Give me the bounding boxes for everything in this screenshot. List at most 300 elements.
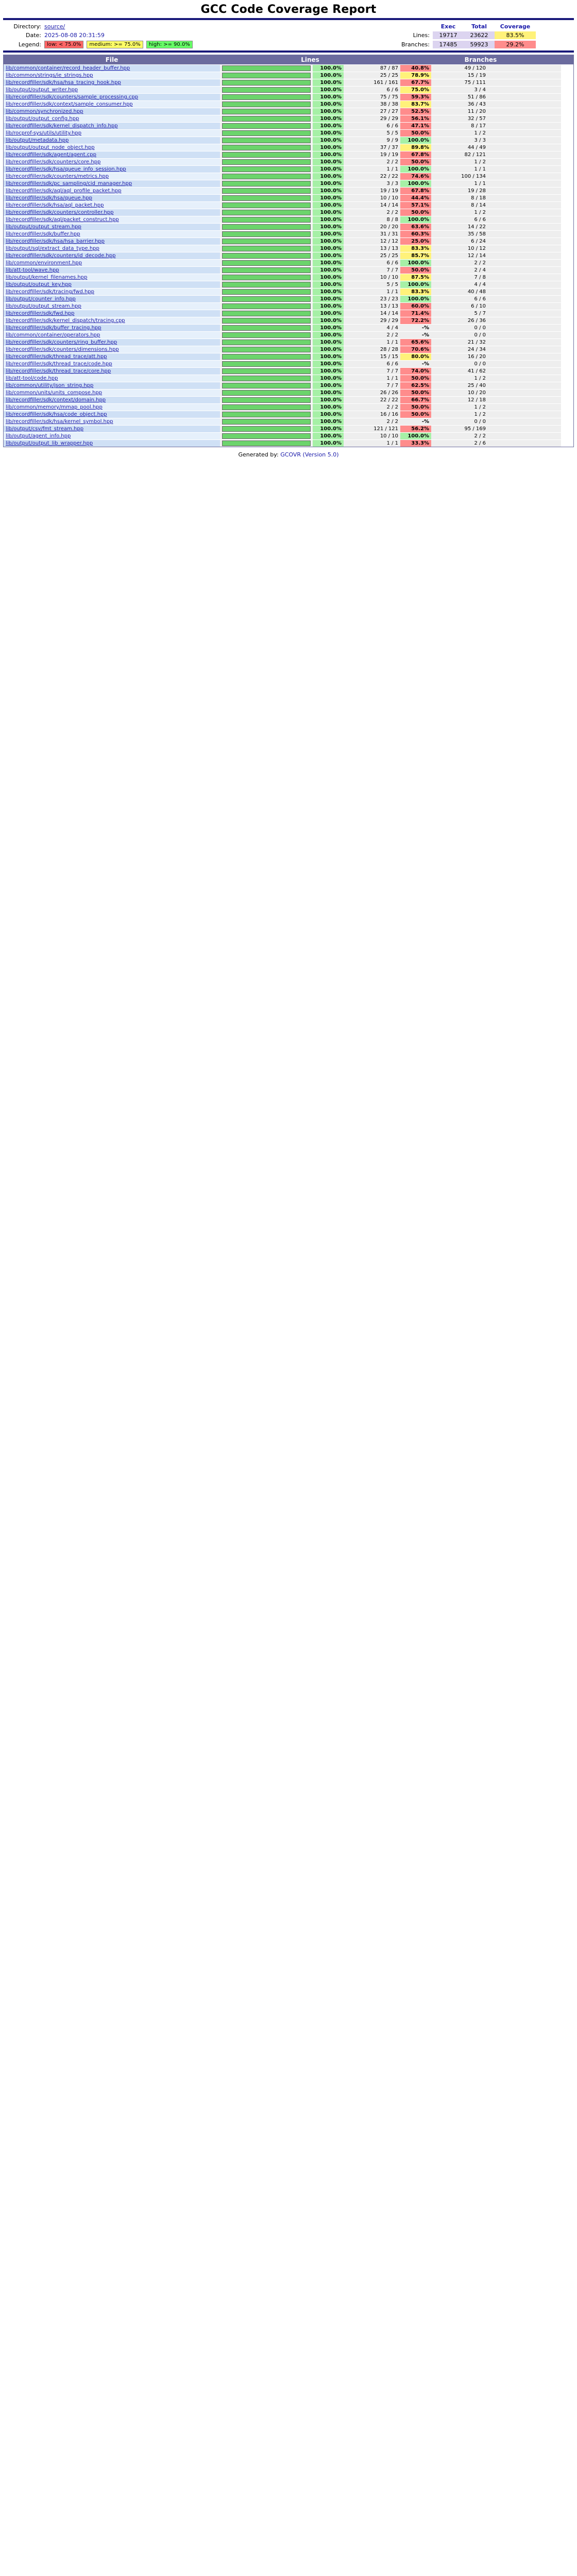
coverage-bar: [220, 151, 313, 158]
lines-percent: 100.0%: [313, 289, 344, 295]
coverage-bar-track: [222, 101, 311, 107]
coverage-bar-fill: [223, 383, 310, 388]
table-row: [4, 418, 573, 425]
coverage-bar: [220, 166, 313, 173]
branches-percent: 65.6%: [400, 339, 431, 346]
file-link[interactable]: lib/output/output_config.hpp: [4, 115, 220, 122]
table-row: [4, 439, 573, 447]
lines-ratio: 5 / 5: [344, 130, 400, 137]
lines-ratio: 23 / 23: [344, 296, 400, 302]
directory-row: [5, 23, 381, 30]
coverage-bar-fill: [223, 102, 310, 107]
file-link[interactable]: lib/recordfiller/sdk/counters/id_decode.hpp: [4, 252, 220, 259]
row-padding: [488, 188, 561, 194]
coverage-bar-fill: [223, 297, 310, 301]
coverage-bar-fill: [223, 196, 310, 200]
file-link[interactable]: lib/recordfiller/sdk/hsa/queue_info_session.hpp: [4, 166, 220, 173]
file-link[interactable]: lib/output/sql/extract_data_type.hpp: [4, 245, 220, 252]
lines-ratio: 19 / 19: [344, 151, 400, 158]
file-link[interactable]: lib/output/output_node_object.hpp: [4, 144, 220, 151]
coverage-bar: [220, 404, 313, 411]
lines-percent: 100.0%: [313, 260, 344, 266]
branches-ratio: 16 / 20: [431, 353, 488, 360]
file-link[interactable]: lib/recordfiller/sdk/counters/sample_processing.cpp: [4, 94, 220, 100]
branches-ratio: 49 / 120: [431, 65, 488, 72]
file-link[interactable]: lib/recordfiller/sdk/pc_sampling/cid_manager.hpp: [4, 180, 220, 187]
coverage-bar: [220, 296, 313, 302]
branches-percent: 67.7%: [400, 79, 431, 86]
summary-col-exec: Exec: [440, 23, 456, 30]
file-link[interactable]: lib/recordfiller/sdk/buffer_tracing.hpp: [4, 325, 220, 331]
coverage-bar-track: [222, 73, 311, 78]
coverage-bar-track: [222, 354, 311, 360]
row-padding: [488, 173, 561, 180]
col-lines[interactable]: Lines: [301, 56, 319, 63]
coverage-bar-fill: [223, 138, 310, 143]
lines-ratio: 22 / 22: [344, 173, 400, 180]
lines-ratio: 3 / 3: [344, 180, 400, 187]
branches-percent: 60.3%: [400, 231, 431, 238]
coverage-bar-fill: [223, 152, 310, 157]
row-padding: [488, 252, 561, 259]
branches-percent: 52.5%: [400, 108, 431, 115]
branches-percent: 100.0%: [400, 296, 431, 302]
branches-ratio: 2 / 2: [431, 433, 488, 439]
coverage-bar-track: [222, 174, 311, 179]
coverage-bar-track: [222, 159, 311, 165]
branches-percent: 100.0%: [400, 137, 431, 144]
file-link[interactable]: lib/recordfiller/sdk/counters/core.hpp: [4, 159, 220, 165]
row-padding: [488, 397, 561, 403]
branches-ratio: 1 / 1: [431, 180, 488, 187]
coverage-bar: [220, 368, 313, 375]
lines-ratio: 10 / 10: [344, 274, 400, 281]
lines-percent: 100.0%: [313, 159, 344, 165]
table-row: [4, 317, 573, 324]
coverage-bar-fill: [223, 167, 310, 172]
lines-label: Lines:: [413, 32, 430, 39]
coverage-bar-track: [222, 404, 311, 410]
coverage-bar-fill: [223, 225, 310, 229]
row-padding: [488, 296, 561, 302]
lines-coverage: 83.5%: [495, 31, 536, 39]
lines-ratio: 13 / 13: [344, 245, 400, 252]
coverage-bar-fill: [223, 160, 310, 164]
row-padding: [488, 137, 561, 144]
file-link[interactable]: lib/recordfiller/sdk/thread_trace/core.hpp: [4, 368, 220, 375]
file-link[interactable]: lib/output/csv/fmt_stream.hpp: [4, 426, 220, 432]
lines-percent: 100.0%: [313, 231, 344, 238]
coverage-bar-fill: [223, 246, 310, 251]
coverage-bar-fill: [223, 434, 310, 438]
lines-percent: 100.0%: [313, 325, 344, 331]
row-padding: [488, 65, 561, 72]
coverage-bar: [220, 289, 313, 295]
branches-percent: 44.4%: [400, 195, 431, 201]
legend-label: Legend:: [18, 41, 41, 48]
branches-ratio: 25 / 40: [431, 382, 488, 389]
branches-ratio: 6 / 6: [431, 296, 488, 302]
coverage-bar: [220, 426, 313, 432]
date-row: [5, 32, 381, 39]
file-link[interactable]: lib/output/output_writer.hpp: [4, 87, 220, 93]
branches-ratio: 6 / 6: [431, 216, 488, 223]
coverage-bar-track: [222, 210, 311, 215]
file-link[interactable]: lib/output/counter_info.hpp: [4, 296, 220, 302]
table-row: [4, 274, 573, 281]
coverage-bar-track: [222, 145, 311, 150]
branches-percent: 72.2%: [400, 317, 431, 324]
table-row: [4, 64, 573, 72]
row-padding: [488, 79, 561, 86]
coverage-bar-fill: [223, 304, 310, 309]
branches-percent: -%: [400, 361, 431, 367]
coverage-bar: [220, 209, 313, 216]
lines-percent: 100.0%: [313, 108, 344, 115]
row-padding: [488, 289, 561, 295]
row-padding: [488, 209, 561, 216]
table-row: [4, 216, 573, 223]
branches-total: 59923: [464, 41, 495, 48]
lines-ratio: 25 / 25: [344, 72, 400, 79]
lines-percent: 100.0%: [313, 375, 344, 382]
table-row: [4, 144, 573, 151]
lines-percent: 100.0%: [313, 411, 344, 418]
coverage-bar-fill: [223, 347, 310, 352]
lines-percent: 100.0%: [313, 101, 344, 108]
lines-percent: 100.0%: [313, 224, 344, 230]
file-link[interactable]: lib/recordfiller/sdk/counters/metrics.hpp: [4, 173, 220, 180]
file-link[interactable]: lib/recordfiller/sdk/counters/controller.hpp: [4, 209, 220, 216]
lines-ratio: 2 / 2: [344, 332, 400, 338]
table-row: [4, 288, 573, 295]
branches-ratio: 2 / 2: [431, 260, 488, 266]
lines-ratio: 6 / 6: [344, 87, 400, 93]
branches-percent: 89.8%: [400, 144, 431, 151]
directory-link[interactable]: source/: [44, 23, 65, 30]
footer-prefix: Generated by:: [238, 451, 279, 458]
lines-ratio: 38 / 38: [344, 101, 400, 108]
file-link[interactable]: lib/recordfiller/sdk/kernel_dispatch/tracing.cpp: [4, 317, 220, 324]
branches-percent: 100.0%: [400, 216, 431, 223]
table-row: [4, 194, 573, 201]
coverage-bar: [220, 397, 313, 403]
branches-percent: 74.6%: [400, 173, 431, 180]
coverage-bar-fill: [223, 73, 310, 78]
file-link[interactable]: lib/common/utility/json_string.hpp: [4, 382, 220, 389]
table-row: [4, 281, 573, 288]
col-branches[interactable]: Branches: [464, 56, 497, 63]
table-row: [4, 389, 573, 396]
report-info: [5, 23, 381, 48]
coverage-bar: [220, 411, 313, 418]
lines-ratio: 7 / 7: [344, 267, 400, 274]
table-row: [4, 346, 573, 353]
coverage-bar-track: [222, 130, 311, 136]
coverage-bar-track: [222, 109, 311, 114]
lines-ratio: 2 / 2: [344, 159, 400, 165]
branches-ratio: 14 / 22: [431, 224, 488, 230]
lines-total: 23622: [464, 31, 495, 39]
file-link[interactable]: lib/recordfiller/sdk/hsa/hsa_tracing_hook.hpp: [4, 79, 220, 86]
col-file[interactable]: File: [4, 55, 220, 64]
file-link[interactable]: lib/output/output_key.hpp: [4, 281, 220, 288]
branches-ratio: 4 / 4: [431, 281, 488, 288]
table-row: [4, 165, 573, 173]
legend-row: [5, 41, 381, 48]
lines-percent: 100.0%: [313, 180, 344, 187]
lines-ratio: 1 / 1: [344, 339, 400, 346]
coverage-bar-track: [222, 383, 311, 388]
row-padding: [488, 72, 561, 79]
coverage-bar: [220, 389, 313, 396]
coverage-bar-fill: [223, 66, 310, 71]
coverage-bar-fill: [223, 282, 310, 287]
lines-ratio: 29 / 29: [344, 115, 400, 122]
lines-ratio: 2 / 2: [344, 418, 400, 425]
file-link[interactable]: lib/common/memory/mmap_pool.hpp: [4, 404, 220, 411]
file-link[interactable]: lib/recordfiller/sdk/thread_trace/att.hpp: [4, 353, 220, 360]
gcovr-link[interactable]: GCOVR (Version 5.0): [280, 451, 339, 458]
row-padding: [488, 108, 561, 115]
row-padding: [488, 94, 561, 100]
row-padding: [488, 426, 561, 432]
branches-ratio: 10 / 20: [431, 389, 488, 396]
branches-ratio: 36 / 43: [431, 101, 488, 108]
lines-percent: 100.0%: [313, 397, 344, 403]
coverage-bar-track: [222, 303, 311, 309]
coverage-bar-track: [222, 390, 311, 396]
row-padding: [488, 267, 561, 274]
coverage-bar-fill: [223, 253, 310, 258]
lines-percent: 100.0%: [313, 346, 344, 353]
branches-ratio: 3 / 4: [431, 87, 488, 93]
branches-percent: 71.4%: [400, 310, 431, 317]
file-link[interactable]: lib/recordfiller/sdk/counters/ring_buffer.hpp: [4, 339, 220, 346]
lines-percent: 100.0%: [313, 296, 344, 302]
file-link[interactable]: lib/output/output_stream.hpp: [4, 303, 220, 310]
branches-ratio: 12 / 18: [431, 397, 488, 403]
coverage-bar-fill: [223, 318, 310, 323]
branches-ratio: 15 / 19: [431, 72, 488, 79]
branches-ratio: 8 / 18: [431, 195, 488, 201]
branches-percent: 59.3%: [400, 94, 431, 100]
coverage-bar-track: [222, 166, 311, 172]
lines-ratio: 5 / 5: [344, 281, 400, 288]
branches-percent: 100.0%: [400, 433, 431, 439]
lines-percent: 100.0%: [313, 151, 344, 158]
coverage-bar: [220, 339, 313, 346]
row-padding: [488, 375, 561, 382]
lines-ratio: 6 / 6: [344, 123, 400, 129]
lines-percent: 100.0%: [313, 123, 344, 129]
lines-percent: 100.0%: [313, 332, 344, 338]
coverage-bar-track: [222, 80, 311, 86]
report-meta: [0, 20, 577, 50]
file-link[interactable]: lib/recordfiller/sdk/counters/dimensions.hpp: [4, 346, 220, 353]
coverage-bar-fill: [223, 239, 310, 244]
branches-percent: 50.0%: [400, 159, 431, 165]
table-row: [4, 180, 573, 187]
coverage-bar: [220, 224, 313, 230]
file-link[interactable]: lib/recordfiller/sdk/tracing/fwd.hpp: [4, 289, 220, 295]
lines-percent: 100.0%: [313, 281, 344, 288]
lines-percent: 100.0%: [313, 303, 344, 310]
date-label: Date:: [26, 32, 41, 39]
file-link[interactable]: lib/recordfiller/sdk/hsa/queue.hpp: [4, 195, 220, 201]
branches-percent: 75.0%: [400, 87, 431, 93]
lines-ratio: 161 / 161: [344, 79, 400, 86]
table-row: [4, 367, 573, 375]
branches-percent: 50.0%: [400, 267, 431, 274]
coverage-bar-fill: [223, 261, 310, 265]
file-link[interactable]: lib/recordfiller/sdk/hsa/hsa_barrier.hpp: [4, 238, 220, 245]
file-link[interactable]: lib/recordfiller/sdk/aql/packet_construct.hpp: [4, 216, 220, 223]
branches-coverage: 29.2%: [495, 41, 536, 48]
branches-percent: 100.0%: [400, 281, 431, 288]
branches-ratio: 26 / 36: [431, 317, 488, 324]
coverage-bar: [220, 94, 313, 100]
row-padding: [488, 361, 561, 367]
summary-stats: [386, 23, 572, 48]
table-row: [4, 302, 573, 310]
branches-percent: 50.0%: [400, 411, 431, 418]
branches-ratio: 1 / 2: [431, 375, 488, 382]
file-link[interactable]: lib/common/environment.hpp: [4, 260, 220, 266]
coverage-bar-track: [222, 267, 311, 273]
row-padding: [488, 180, 561, 187]
coverage-bar-fill: [223, 203, 310, 208]
coverage-bar-fill: [223, 311, 310, 316]
table-row: [4, 382, 573, 389]
file-link[interactable]: lib/recordfiller/sdk/context/domain.hpp: [4, 397, 220, 403]
coverage-bar-fill: [223, 80, 310, 85]
coverage-bar: [220, 188, 313, 194]
file-link[interactable]: lib/output/output_lib_wrapper.hpp: [4, 440, 220, 447]
coverage-bar-fill: [223, 326, 310, 330]
lines-ratio: 10 / 10: [344, 195, 400, 201]
coverage-bar: [220, 382, 313, 389]
lines-percent: 100.0%: [313, 317, 344, 324]
row-padding: [488, 130, 561, 137]
coverage-bar: [220, 361, 313, 367]
coverage-bar: [220, 123, 313, 129]
legend: [44, 41, 193, 48]
file-link[interactable]: lib/common/synchronized.hpp: [4, 108, 220, 115]
coverage-bar: [220, 137, 313, 144]
coverage-bar-track: [222, 289, 311, 295]
lines-ratio: 4 / 4: [344, 325, 400, 331]
lines-ratio: 6 / 6: [344, 361, 400, 367]
coverage-bar: [220, 252, 313, 259]
file-link[interactable]: lib/common/units/units_compose.hpp: [4, 389, 220, 396]
file-link[interactable]: lib/recordfiller/sdk/buffer.hpp: [4, 231, 220, 238]
lines-percent: 100.0%: [313, 418, 344, 425]
file-link[interactable]: lib/recordfiller/sdk/aql/aql_profile_packet.hpp: [4, 188, 220, 194]
lines-ratio: 7 / 7: [344, 382, 400, 389]
coverage-bar-fill: [223, 268, 310, 273]
branches-percent: 100.0%: [400, 260, 431, 266]
file-link[interactable]: lib/output/metadata.hpp: [4, 137, 220, 144]
coverage-bar: [220, 173, 313, 180]
file-link[interactable]: lib/common/container/record_header_buffer.hpp: [4, 65, 220, 72]
lines-percent: 100.0%: [313, 144, 344, 151]
table-row: [4, 122, 573, 129]
coverage-bar-track: [222, 246, 311, 251]
file-link[interactable]: lib/recordfiller/sdk/thread_trace/code.hpp: [4, 361, 220, 367]
row-padding: [488, 303, 561, 310]
file-link[interactable]: lib/common/container/operators.hpp: [4, 332, 220, 338]
lines-percent: 100.0%: [313, 252, 344, 259]
row-padding: [488, 195, 561, 201]
row-padding: [488, 202, 561, 209]
file-link[interactable]: lib/common/strings/ie_strings.hpp: [4, 72, 220, 79]
row-padding: [488, 411, 561, 418]
branches-label: Branches:: [401, 41, 430, 48]
table-row: [4, 223, 573, 230]
file-link[interactable]: lib/recordfiller/sdk/hsa/aql_packet.hpp: [4, 202, 220, 209]
file-link[interactable]: lib/output/agent_info.hpp: [4, 433, 220, 439]
file-link[interactable]: lib/att-tool/wave.hpp: [4, 267, 220, 274]
coverage-bar-fill: [223, 232, 310, 236]
table-row: [4, 100, 573, 108]
branches-percent: 83.3%: [400, 289, 431, 295]
branches-percent: 57.1%: [400, 202, 431, 209]
coverage-bar-track: [222, 224, 311, 230]
file-link[interactable]: lib/output/output_stream.hpp: [4, 224, 220, 230]
table-row: [4, 375, 573, 382]
file-link[interactable]: lib/recordfiller/sdk/hsa/code_object.hpp: [4, 411, 220, 418]
file-link[interactable]: lib/recordfiller/sdk/context/sample_consumer.hpp: [4, 101, 220, 108]
coverage-bar: [220, 108, 313, 115]
coverage-bar-track: [222, 412, 311, 417]
file-link[interactable]: lib/recordfiller/sdk/agent/agent.cpp: [4, 151, 220, 158]
branches-ratio: 2 / 4: [431, 267, 488, 274]
file-link[interactable]: lib/recordfiller/sdk/fwd.hpp: [4, 310, 220, 317]
branches-ratio: 7 / 8: [431, 274, 488, 281]
branches-percent: 78.9%: [400, 72, 431, 79]
file-link[interactable]: lib/att-tool/code.hpp: [4, 375, 220, 382]
lines-ratio: 10 / 10: [344, 433, 400, 439]
file-link[interactable]: lib/output/kernel_filenames.hpp: [4, 274, 220, 281]
file-link[interactable]: lib/rocprof-sys/utils/utility.hpp: [4, 130, 220, 137]
coverage-table: [3, 55, 574, 447]
branches-ratio: 6 / 10: [431, 303, 488, 310]
file-link[interactable]: lib/recordfiller/sdk/hsa/kernel_symbol.hpp: [4, 418, 220, 425]
branches-percent: 50.0%: [400, 389, 431, 396]
coverage-bar-fill: [223, 109, 310, 114]
lines-ratio: 12 / 12: [344, 238, 400, 245]
coverage-bar-fill: [223, 275, 310, 280]
row-padding: [488, 231, 561, 238]
coverage-bar: [220, 281, 313, 288]
coverage-bar: [220, 130, 313, 137]
coverage-bar: [220, 303, 313, 310]
table-row: [4, 432, 573, 439]
branches-percent: 56.2%: [400, 426, 431, 432]
file-link[interactable]: lib/recordfiller/sdk/kernel_dispatch_info.hpp: [4, 123, 220, 129]
branches-ratio: 51 / 86: [431, 94, 488, 100]
lines-percent: 100.0%: [313, 238, 344, 245]
branches-percent: 25.0%: [400, 238, 431, 245]
branches-percent: -%: [400, 332, 431, 338]
table-row: [4, 201, 573, 209]
branches-ratio: 8 / 17: [431, 123, 488, 129]
coverage-bar: [220, 310, 313, 317]
table-row: [4, 324, 573, 331]
coverage-bar-track: [222, 260, 311, 266]
coverage-bar-track: [222, 368, 311, 374]
